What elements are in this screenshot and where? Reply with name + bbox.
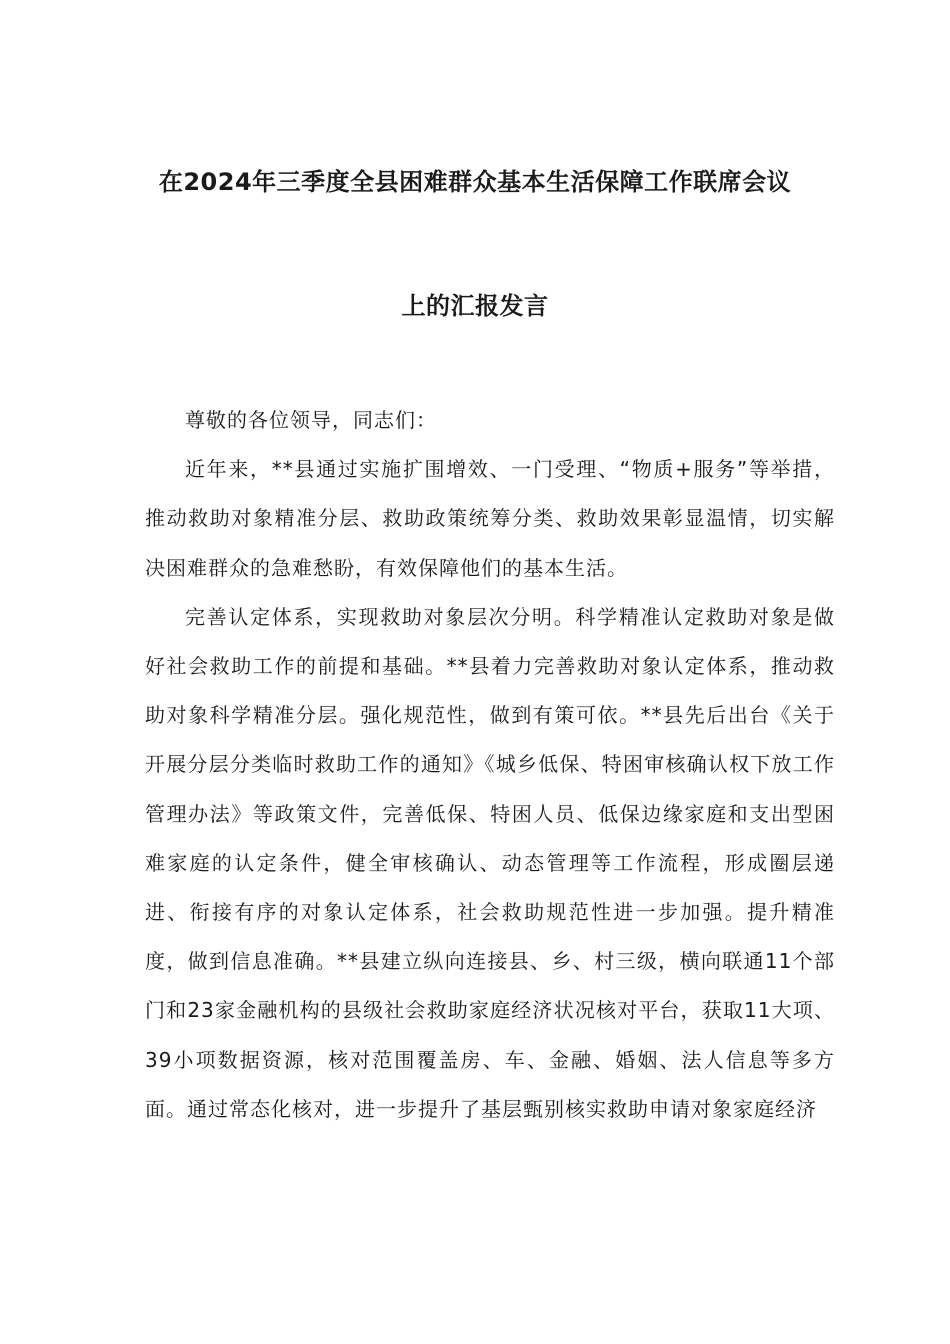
intro-paragraph: 近年来，**县通过实施扩围增效、一门受理、“物质+服务”等举措，推动救助对象精准分层、救助政策统筹分类、救助效果彰显温情，切实解决困难群众的急难愁盼，有效保障他们的基本生活。: [145, 457, 835, 580]
salutation-paragraph: 尊敬的各位领导，同志们：: [185, 408, 437, 432]
document-title-line-2: 上的汇报发言: [401, 292, 549, 320]
body-paragraph: 完善认定体系，实现救助对象层次分明。科学精准认定救助对象是做好社会救助工作的前提和基础。**县着力完善救助对象认定体系，推动救助对象科学精准分层。强化规范性，做到有策可依。**县先后出台《关于开展分层分类临时救助工作的通知》《城乡低保、特困审核确认权下放工作管理办法》等政策文件，完善低保、特困人员、低保边缘家庭和支出型困难家庭的认定条件，健全审核确认、动态管理等工作流程，形成圈层递进、衔接有序的对象认定体系，社会救助规范性进一步加强。提升精准度，做到信息准确。**县建立纵向连接县、乡、村三级，横向联通11个部门和23家金融机构的县级社会救助家庭经济状况核对平台，获取11大项、39小项数据资源，核对范围覆盖房、车、金融、婚姻、法人信息等多方面。通过常态化核对，进一步提升了基层甄别核实救助申请对象家庭经济: [145, 604, 835, 1121]
document-title-line-1: 在2024年三季度全县困难群众基本生活保障工作联席会议: [158, 168, 792, 196]
document-body: [145, 396, 835, 1134]
